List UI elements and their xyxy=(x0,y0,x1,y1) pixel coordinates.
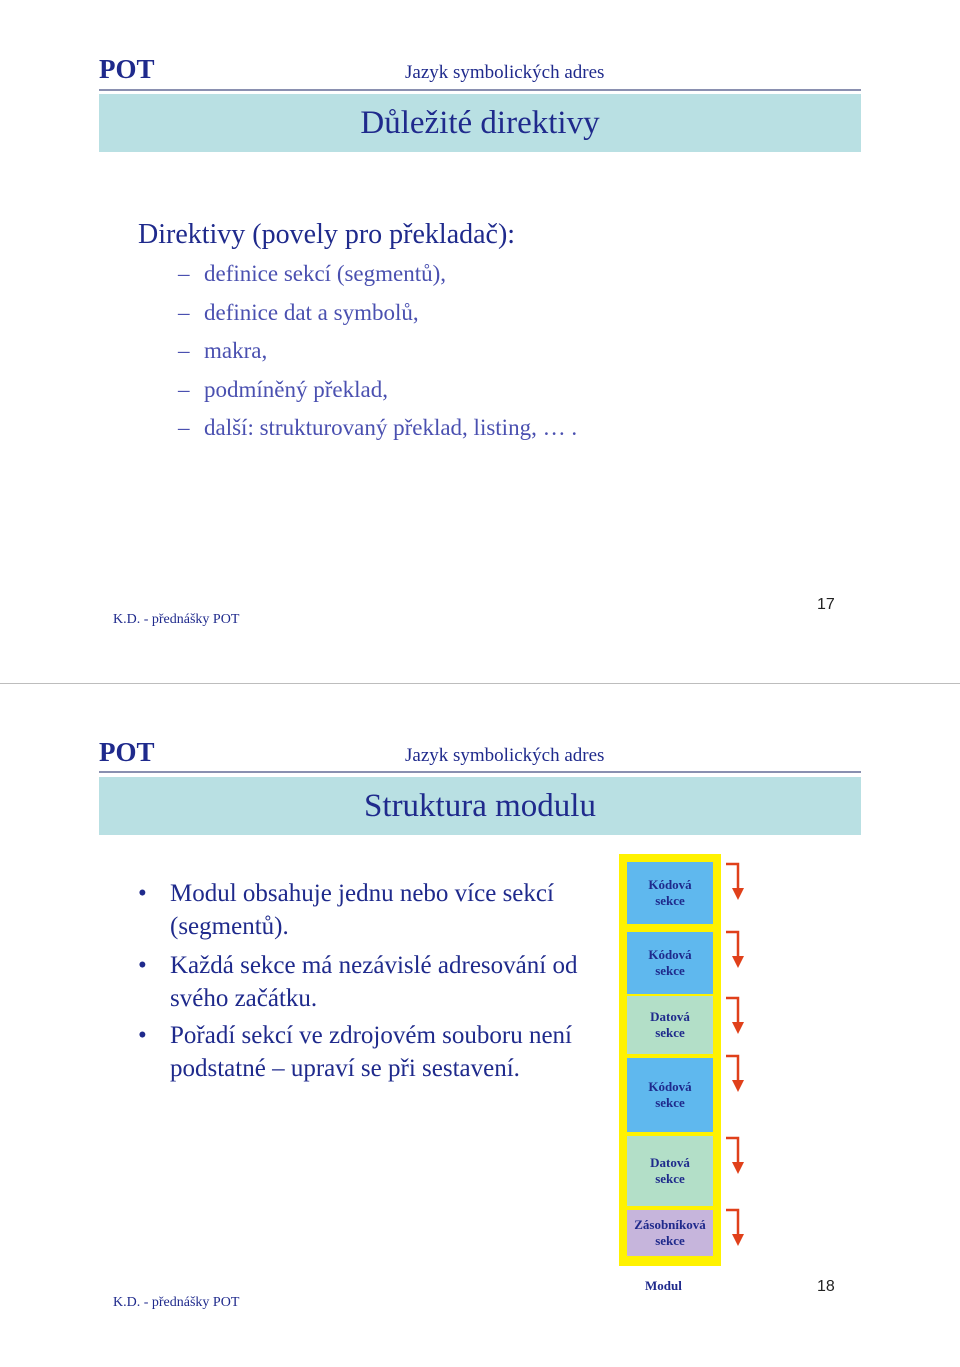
list-item: – definice sekcí (segmentů), xyxy=(178,261,447,286)
brand-logo: POT xyxy=(99,54,155,84)
page-number: 18 xyxy=(817,1278,835,1295)
code-section: Kódová sekce xyxy=(627,862,713,924)
directive-list xyxy=(178,259,577,452)
module-diagram xyxy=(619,854,721,1266)
code-section: Kódová sekce xyxy=(627,932,713,994)
slide-subject: Jazyk symbolických adres xyxy=(405,745,605,766)
list-item: – další: strukturovaný překlad, listing, … . xyxy=(178,415,578,440)
title-bar xyxy=(99,94,861,152)
lead-text: Direktivy (povely pro překladač): xyxy=(138,219,516,250)
section-start-arrow-icon xyxy=(724,1208,750,1248)
header-rule xyxy=(99,89,861,91)
data-section: Datová sekce xyxy=(627,996,713,1054)
module-label: Modul xyxy=(645,1278,682,1293)
slide-17 xyxy=(0,0,960,683)
list-item: – definice dat a symbolů, xyxy=(178,299,419,325)
slide-title: Důležité direktivy xyxy=(360,104,600,141)
section-start-arrow-icon xyxy=(724,996,750,1036)
section-start-arrow-icon xyxy=(724,862,750,902)
slide-subject: Jazyk symbolických adres xyxy=(405,62,605,83)
footer-text: K.D. - přednášky POT xyxy=(113,1295,240,1310)
stack-section: Zásobníková sekce xyxy=(627,1210,713,1256)
title-bar xyxy=(99,777,861,835)
section-start-arrow-icon xyxy=(724,1054,750,1094)
brand-logo: POT xyxy=(99,737,155,767)
list-item: – makra, xyxy=(178,338,268,363)
header-rule xyxy=(99,771,861,773)
data-section: Datová sekce xyxy=(627,1136,713,1206)
slide-18: POT Jazyk symbolických adres Struktura modulu • Modul obsahuje jednu nebo více sekcí (segmentů). • Každá sekce má nezávislé adresování od svého začátku. • Pořadí sekcí ve zdrojovém souboru není podstatné – upraví se při sestavení. Kódová sekce Kódová sekce Datová sekce Kódová sekce Datová sekce Zásobníková sekce Modul K.D. - přednášky POT 18 xyxy=(0,684,960,1367)
section-start-arrow-icon xyxy=(724,1136,750,1176)
list-item: – podmíněný překlad, xyxy=(178,376,388,402)
section-start-arrow-icon xyxy=(724,930,750,970)
slide-title: Struktura modulu xyxy=(364,787,596,824)
code-section: Kódová sekce xyxy=(627,1058,713,1132)
page-number: 17 xyxy=(817,596,835,613)
footer-text: K.D. - přednášky POT xyxy=(113,612,240,627)
